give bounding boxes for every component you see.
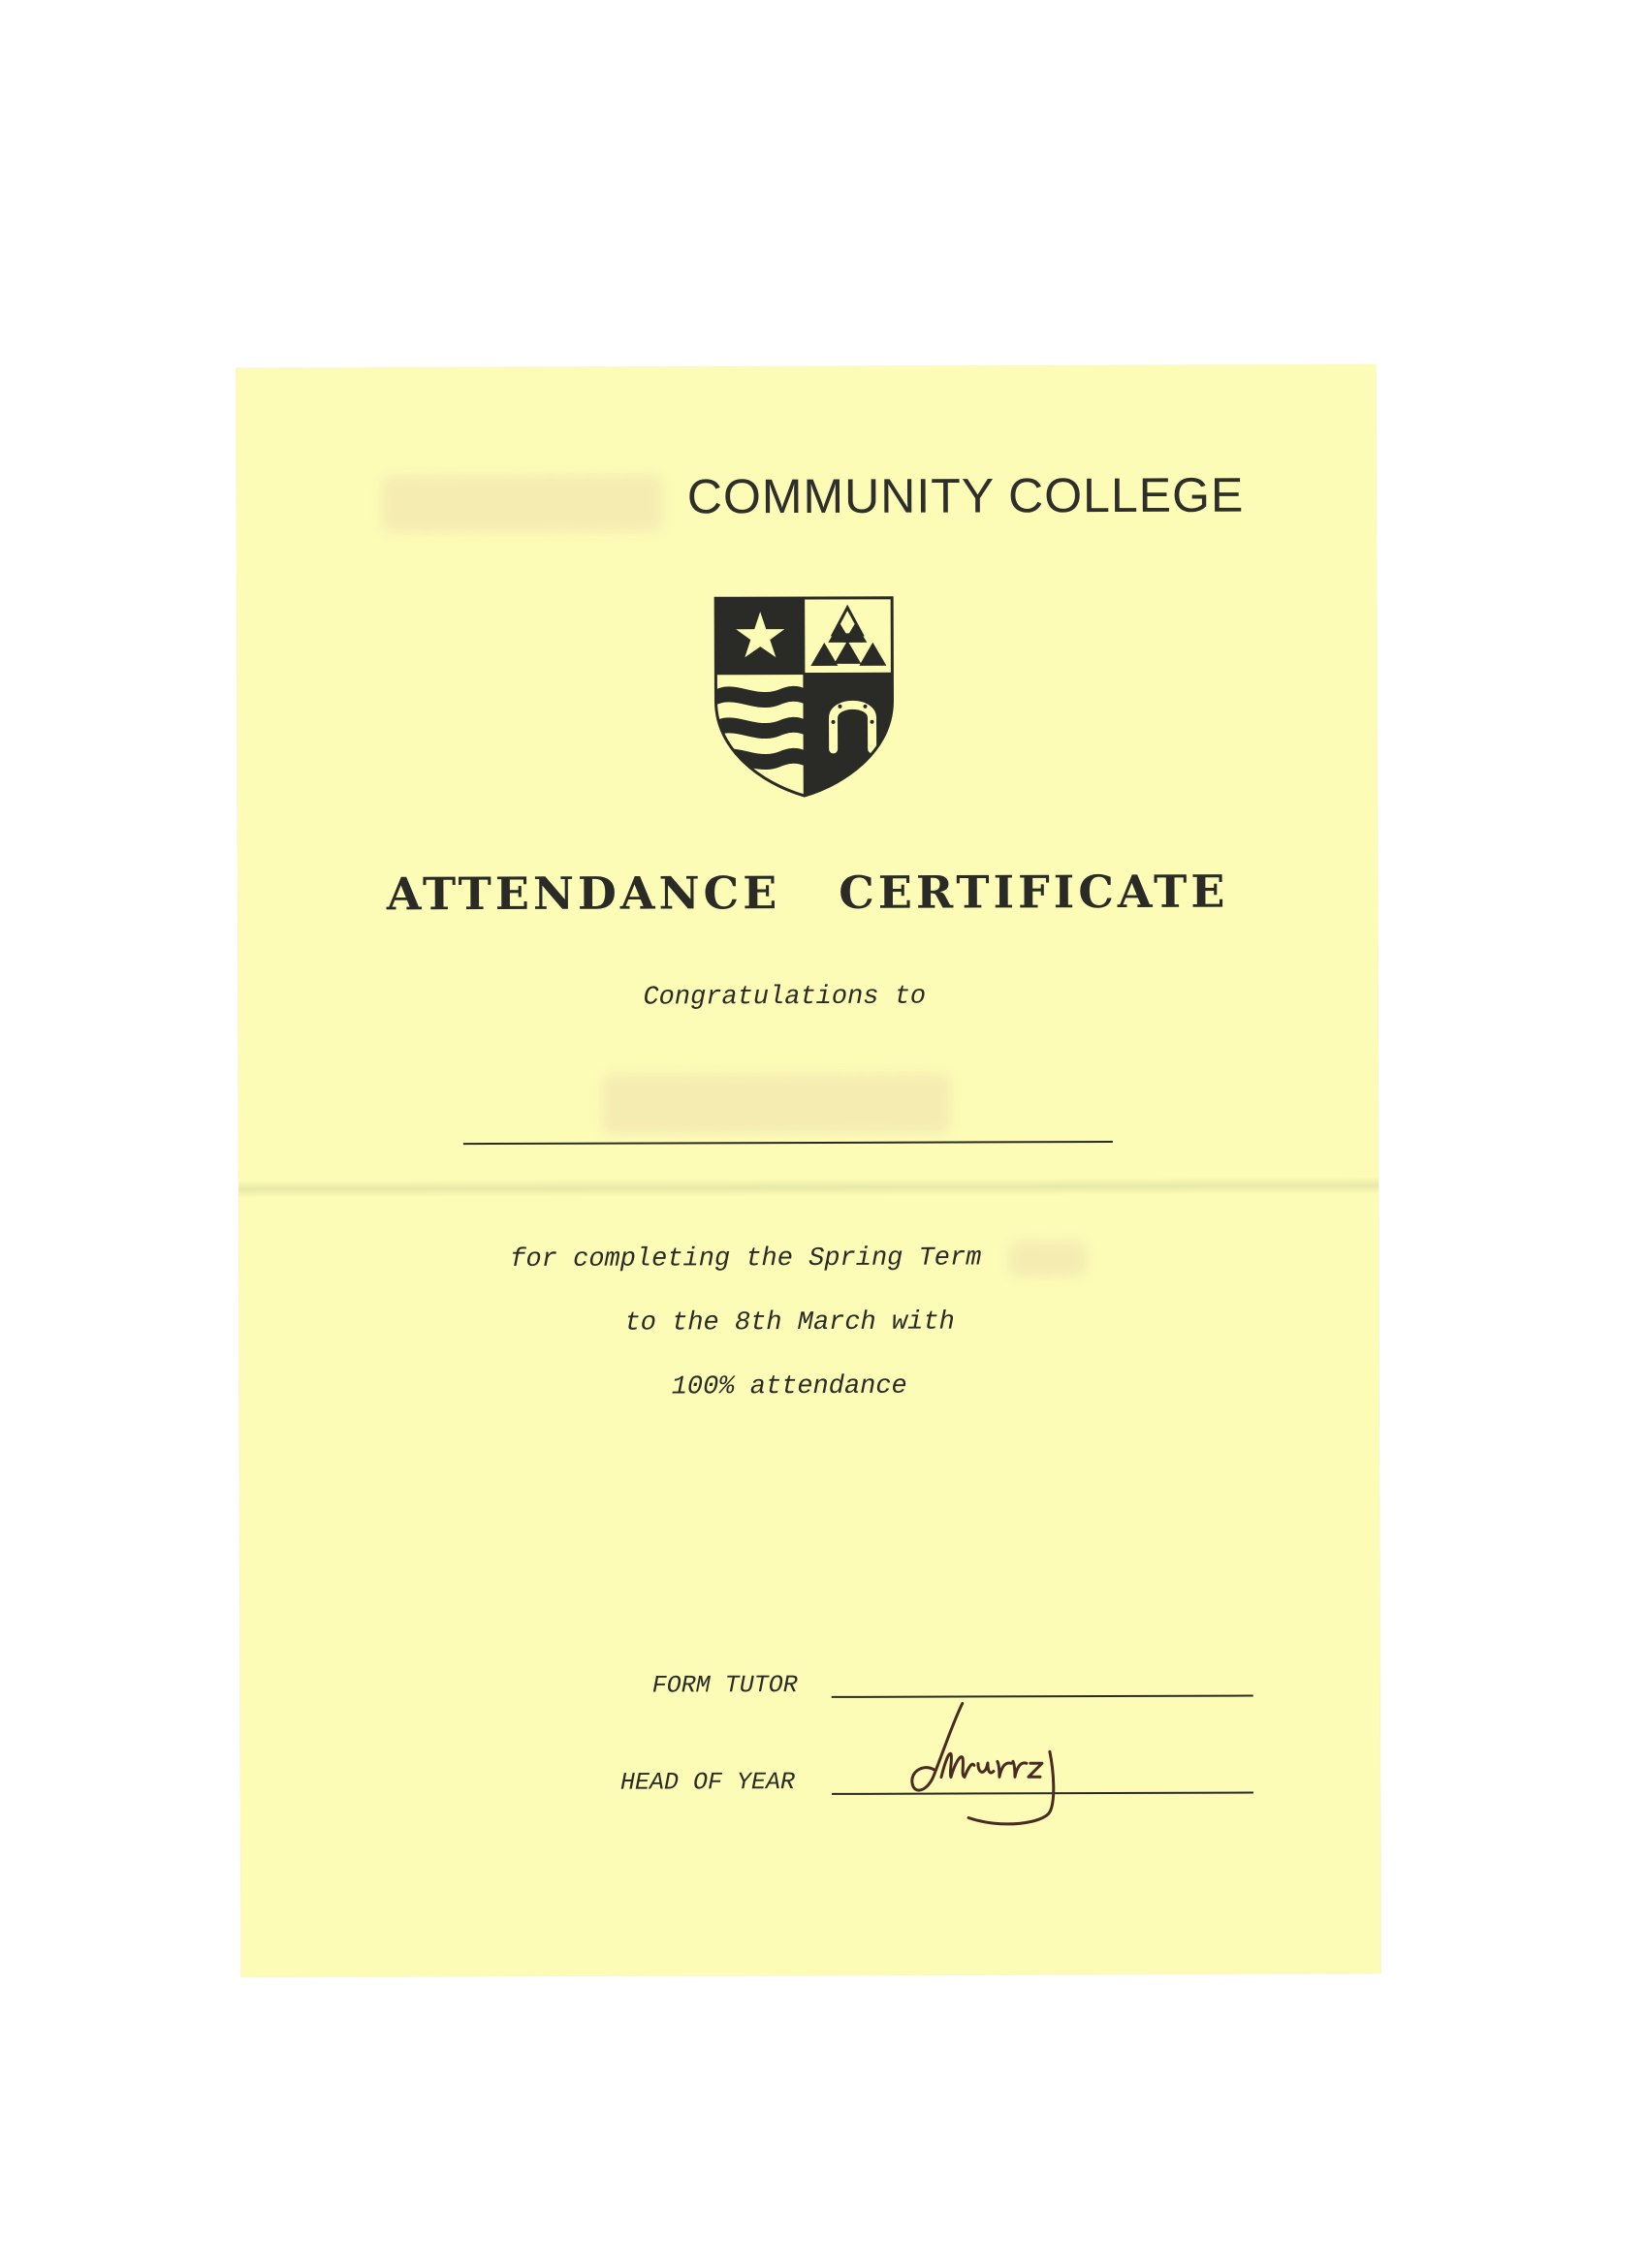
- form-tutor-label: FORM TUTOR: [651, 1671, 798, 1700]
- redacted-year: [1009, 1242, 1087, 1276]
- greeting-text: Congratulations to: [643, 982, 927, 1013]
- body-line-1: for completing the Spring Term: [510, 1244, 982, 1275]
- body-line-3: 100% attendance: [671, 1371, 907, 1402]
- recipient-name-line: [463, 1141, 1113, 1145]
- certificate-paper: [236, 364, 1380, 1977]
- redacted-recipient-name: [602, 1074, 951, 1135]
- head-of-year-label: HEAD OF YEAR: [619, 1768, 796, 1797]
- certificate-title: ATTENDANCE CERTIFICATE: [386, 865, 1229, 921]
- body-line-2: to the 8th March with: [624, 1307, 955, 1339]
- college-name: COMMUNITY COLLEGE: [686, 467, 1245, 524]
- handwritten-signature: [904, 1693, 1079, 1840]
- shield-crest-icon: [712, 594, 897, 799]
- paper-fold-crease: [238, 1177, 1379, 1198]
- redacted-school-name: [382, 475, 663, 532]
